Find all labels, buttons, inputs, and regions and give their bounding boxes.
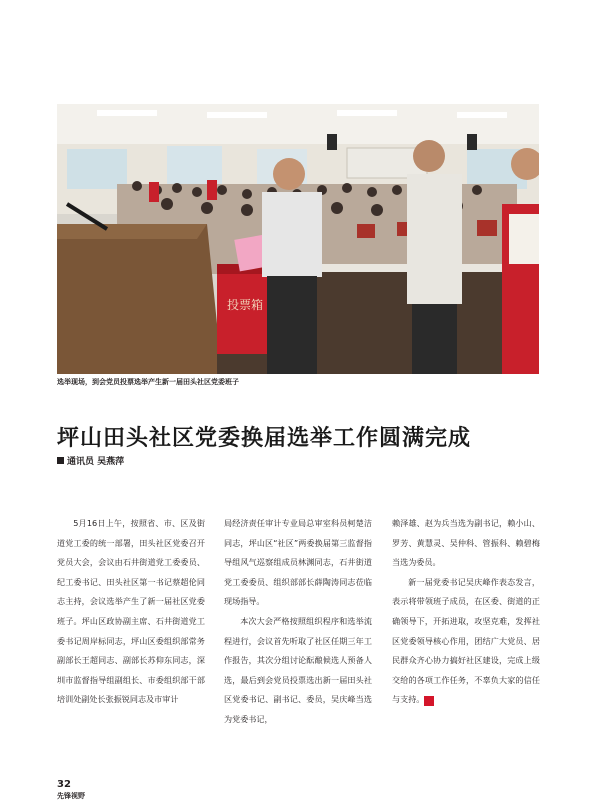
byline [57, 456, 124, 468]
page-number: 32 [57, 779, 71, 790]
paragraph-1-continued: 局经济责任审计专业局总审室科员柯楚洁同志，坪山区“社区”两委换届第三监督指导组风气巡察组成员林渊同志，石井街道党工委委员、组织部部长薛陶涛同志莅临现场指导。 [224, 518, 372, 607]
paragraph-3 [392, 573, 540, 710]
footer-brand: 先锋视野 [57, 792, 85, 800]
square-bullet-icon [57, 457, 64, 464]
paragraph-1: 5月16日上午，按照省、市、区及街道党工委的统一部署，田头社区党委召开党员大会，会议由石井街道党工委委员、纪工委书记、田头社区第一书记蔡超伦同志主持，会议选举产生了新一届社区党委班子。坪山区政协副主席、石井街道党工委书记周岸标同志，坪山区委组织部常务副部长王超同志、副部长苏仰东同志，深圳市监督指导组副组长、市委组织部干部培训处副处长张振锐同志及市审计 [57, 518, 205, 705]
article-headline: 坪山田头社区党委换届选举工作圆满完成 [57, 425, 472, 451]
paragraph-3-text: 新一届党委书记吴庆峰作表态发言，表示将带领班子成员，在区委、街道的正确领导下，开拓进取，攻坚克难，发挥社区党委领导核心作用，团结广大党员、居民群众齐心协力搞好社区建设，完成上级交给的各项工作任务，不辜负大家的信任与支持。 [392, 576, 540, 705]
photo-caption: 选举现场，到会党员投票选举产生新一届田头社区党委班子 [57, 378, 239, 386]
meeting-photo-illustration [57, 104, 539, 374]
article-column-2 [224, 514, 372, 730]
paragraph-2-continued: 赖泽雄、赵为兵当选为副书记，赖小山、罗芳、黄慧灵、吴仲科、管振科、赖碧梅当选为委员。 [392, 518, 540, 568]
meeting-photo [57, 104, 539, 374]
paragraph-2: 本次大会严格按照组织程序和选举流程进行，会议首先听取了社区任期三年工作报告，其次分组讨论酝酿候选人预备人选，最后到会党员投票选出新一届田头社区党委书记、副书记、委员，吴庆峰当选为党委书记， [224, 615, 372, 724]
ballot-box-label: 投票箱 [227, 298, 264, 312]
byline-text: 通讯员 吴燕萍 [67, 457, 125, 467]
end-mark-icon: W [424, 696, 434, 706]
article-column-1 [57, 514, 205, 710]
article-column-3 [392, 514, 540, 710]
